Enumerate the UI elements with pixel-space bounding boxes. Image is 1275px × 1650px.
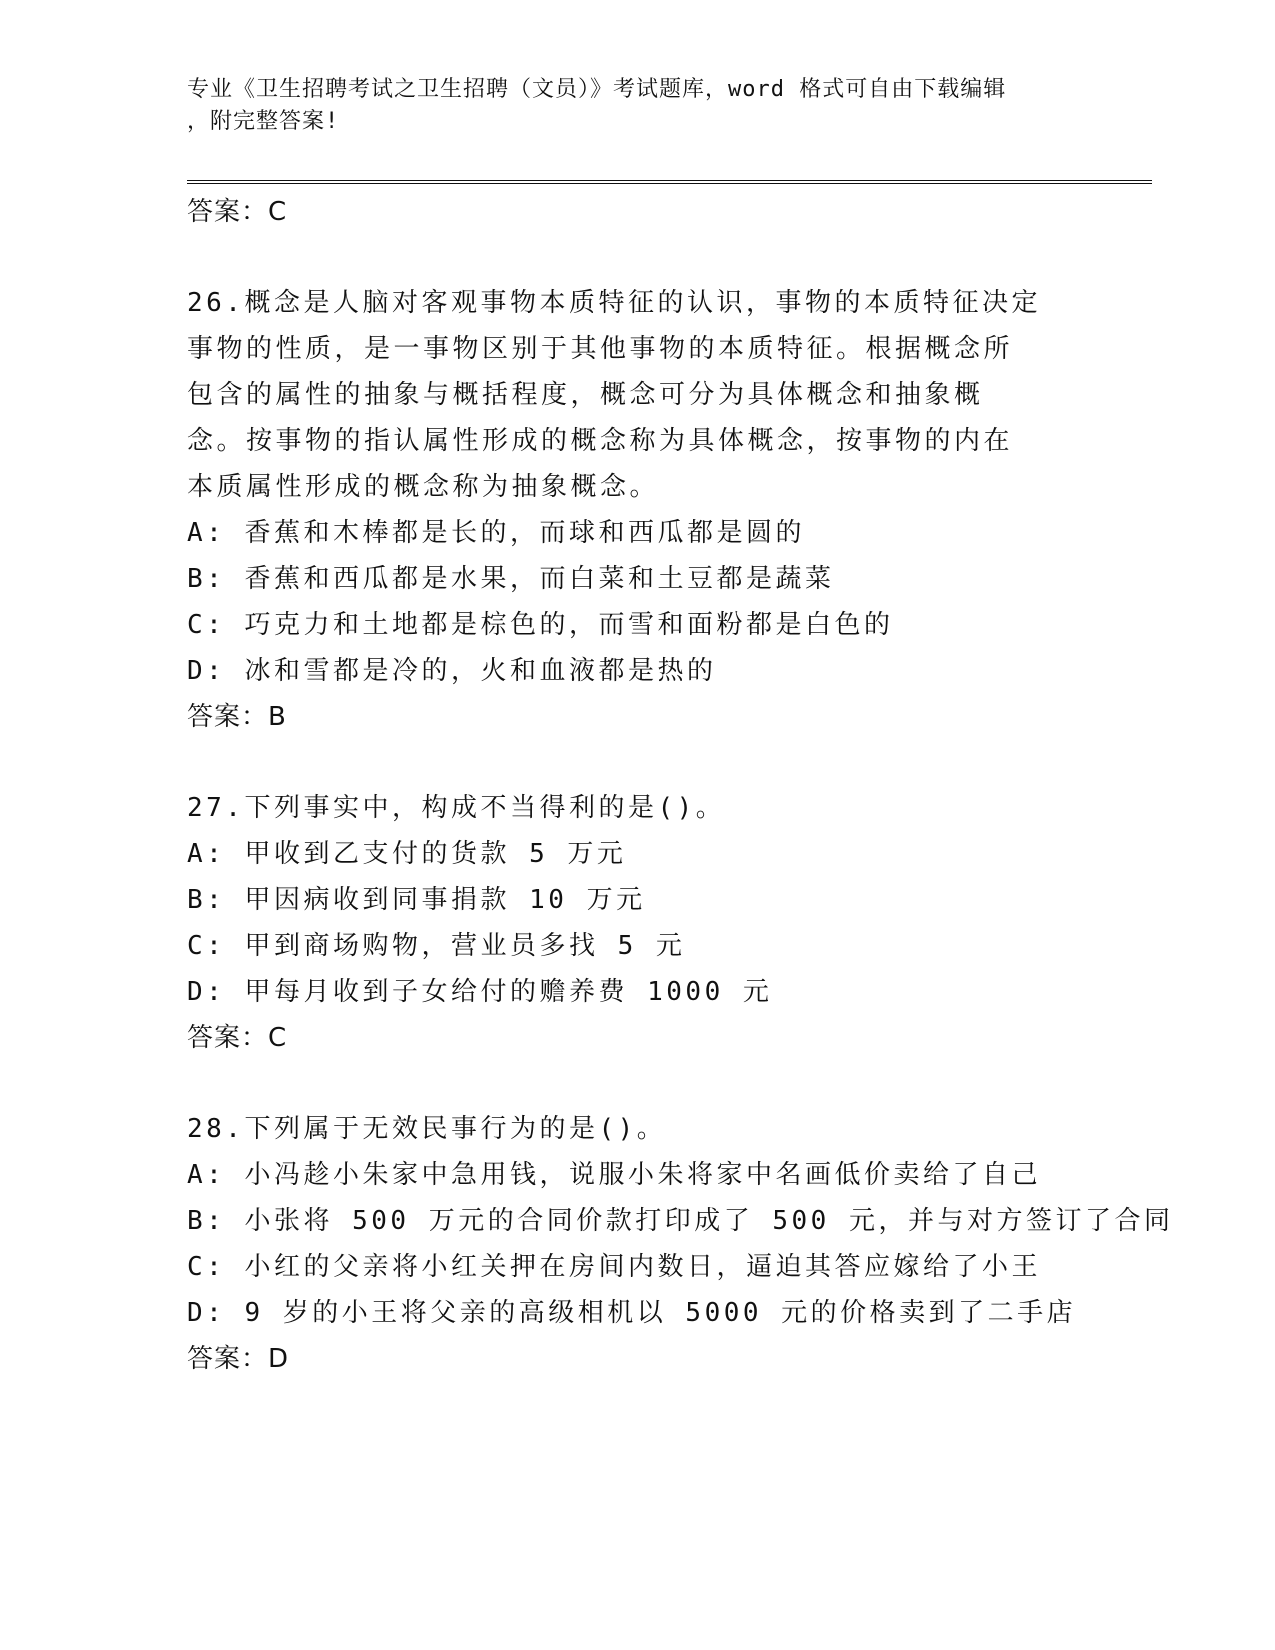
question-stem: 28.下列属于无效民事行为的是()。: [187, 1114, 667, 1144]
header-line-2: ，附完整答案!: [187, 109, 340, 134]
spacer: [187, 235, 1087, 280]
option-c: C: 巧克力和土地都是棕色的，而雪和面粉都是白色的: [187, 610, 894, 640]
option-a: A: 小冯趁小朱家中急用钱，说服小朱将家中名画低价卖给了自己: [187, 1160, 1041, 1190]
answer-line: 答案：C: [187, 1023, 288, 1053]
option-c: C: 甲到商场购物，营业员多找 5 元: [187, 931, 686, 961]
option-d: D: 甲每月收到子女给付的赡养费 1000 元: [187, 977, 773, 1007]
page-header: [187, 74, 1067, 138]
option-a: A: 甲收到乙支付的货款 5 万元: [187, 839, 627, 869]
spacer: [187, 740, 1087, 785]
answer-line: 答案：B: [187, 702, 287, 732]
option-d: D: 冰和雪都是冷的，火和血液都是热的: [187, 656, 717, 686]
option-a: A: 香蕉和木棒都是长的，而球和西瓜都是圆的: [187, 518, 805, 548]
question-list: [187, 189, 1174, 1382]
question-stem: 26.概念是人脑对客观事物本质特征的认识，事物的本质特征决定事物的性质，是一事物区别于其他事物的本质特征。根据概念所包含的属性的抽象与概括程度，概念可分为具体概念和抽象概念。按事物的指认属性形成的概念称为具体概念，按事物的内在本质属性形成的概念称为抽象概念。: [187, 288, 1041, 502]
option-d: D: 9 岁的小王将父亲的高级相机以 5000 元的价格卖到了二手店: [187, 1298, 1077, 1328]
spacer: [187, 1061, 1087, 1106]
question-block: [187, 785, 1087, 1061]
option-c: C: 小红的父亲将小红关押在房间内数日，逼迫其答应嫁给了小王: [187, 1252, 1041, 1282]
question-block: [187, 280, 1087, 740]
option-b: B: 小张将 500 万元的合同价款打印成了 500 元，并与对方签订了合同: [187, 1206, 1174, 1236]
question-block: [187, 1106, 1174, 1382]
answer-line: 答案：C: [187, 197, 288, 227]
option-b: B: 甲因病收到同事捐款 10 万元: [187, 885, 646, 915]
question-stem: 27.下列事实中，构成不当得利的是()。: [187, 793, 726, 823]
header-divider: [187, 180, 1152, 184]
option-b: B: 香蕉和西瓜都是水果，而白菜和土豆都是蔬菜: [187, 564, 835, 594]
header-line-1: 专业《卫生招聘考试之卫生招聘（文员）》考试题库，word 格式可自由下载编辑: [187, 77, 1007, 102]
answer-line: 答案：D: [187, 1344, 290, 1374]
